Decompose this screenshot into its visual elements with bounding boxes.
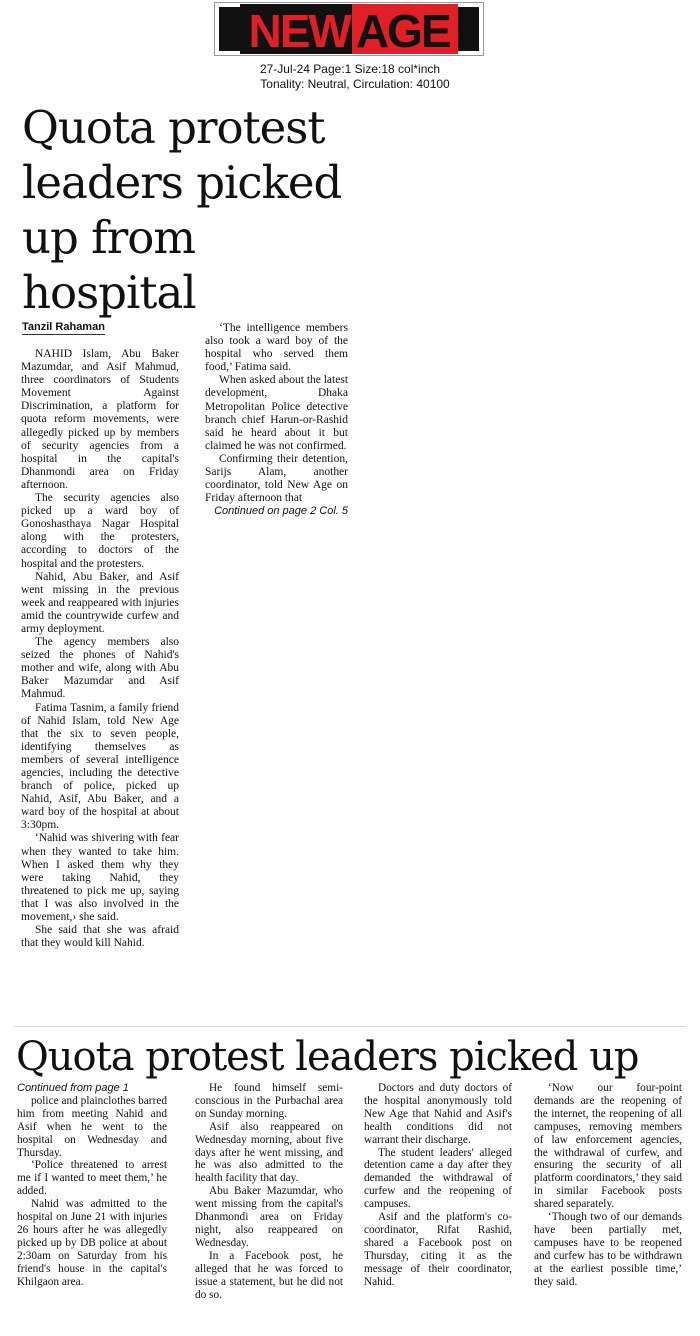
section-divider bbox=[14, 1026, 686, 1027]
headline-line: up from bbox=[22, 211, 196, 264]
paragraph: ‘Nahid was shivering with fear when they wanted to take him. When I asked them why they were taking Nahid, they threatened to pick me up, saying that I was also involved in the movement,› she said. bbox=[21, 832, 179, 924]
paragraph: When asked about the latest development, Dhaka Metropolitan Police detective branch chief Harun-or-Rashid said he heard about it but claimed he was not confirmed. bbox=[205, 374, 349, 452]
headline-line: hospital bbox=[22, 266, 196, 319]
paragraph: Confirming their detention, Sarijs Alam, another coordinator, told New Age on Friday afternoon that bbox=[205, 452, 348, 505]
paragraph: Doctors and duty doctors of the hospital anonymously told New Age that Nahid and Asif's health conditions did not warrant their discharge. bbox=[364, 1082, 512, 1146]
headline-line: Quota protest bbox=[22, 101, 325, 154]
article-column-2 bbox=[205, 322, 348, 518]
paragraph: Abu Baker Mazumdar, who went missing from the capital's Dhanmondi area on Friday night, also reappeared on Wednesday. bbox=[195, 1185, 343, 1249]
logo-age-text: AGE bbox=[352, 4, 458, 54]
jump-column-2 bbox=[195, 1082, 343, 1301]
paragraph: ‘The intelligence members also took a ward boy of the hospital who served them food,’ Fatima said. bbox=[205, 322, 348, 374]
paragraph: police and plainclothes barred him from meeting Nahid and Asif when he went to the hospital on Wednesday and Thursday. bbox=[17, 1094, 167, 1159]
continued-note: Continued on page 2 Col. 5 bbox=[214, 505, 348, 518]
jump-column-4 bbox=[534, 1082, 682, 1289]
paragraph: ‘Police threatened to arrest me if I wanted to meet them,’ he added. bbox=[17, 1159, 167, 1198]
article-headline bbox=[22, 100, 362, 320]
logo-new-text: NEW bbox=[240, 4, 351, 54]
paragraph: Nahid was admitted to the hospital on June 21 with injuries 26 hours after he was allegedly picked up by DB police at about 2:30am on Saturday from his friend's house in the capital's Khilgaon area. bbox=[17, 1198, 167, 1288]
paragraph: ‘Now our four-point demands are the reopening of the internet, the reopening of all campuses, removing members of law enforcement agencies, the withdrawal of curfew, and ensuring the security of all platform coordinators,’ they said in similar Facebook posts shared separately. bbox=[534, 1082, 682, 1211]
paragraph: In a Facebook post, he alleged that he was forced to issue a statement, but he did not do so. bbox=[195, 1249, 343, 1301]
paragraph: Fatima Tasnim, a family friend of Nahid Islam, told New Age that the six to seven people, identifying themselves as members of several intelligence agencies, including the detective branch of police, picked up Nahid, Asif, Abu Baker, and a ward boy of the hospital at about 3:30pm. bbox=[21, 701, 179, 832]
paragraph: Asif also reappeared on Wednesday morning, about five days after he went missing, and he was also admitted to the health facility that day. bbox=[195, 1120, 343, 1185]
paragraph: Nahid, Abu Baker, and Asif went missing in the previous week and reappeared with injuries amid the countrywide curfew and army deployment. bbox=[21, 570, 179, 635]
paragraph: The agency members also seized the phones of Nahid's mother and wife, along with Abu Baker Mazumdar and Asif Mahmud. bbox=[21, 636, 179, 701]
newspaper-logo bbox=[214, 2, 484, 56]
jump-column-3 bbox=[364, 1082, 512, 1289]
continued-from-note: Continued from page 1 bbox=[17, 1082, 129, 1094]
paragraph: He found himself semi-conscious in the Purbachal area on Sunday morning. bbox=[195, 1082, 343, 1120]
paragraph: She said that she was afraid that they would kill Nahid. bbox=[21, 924, 179, 950]
clipping-meta-line2: Tonality: Neutral, Circulation: 40100 bbox=[260, 77, 450, 91]
clipping-meta-line1: 27-Jul-24 Page:1 Size:18 col*inch bbox=[259, 62, 441, 76]
paragraph: NAHID Islam, Abu Baker Mazumdar, and Asif Mahmud, three coordinators of Students Movement Against Discrimination, a platform for quota reform movements, were allegedly picked up by members of security agencies from a hospital in the capital's Dhanmondi area on Friday afternoon. bbox=[21, 348, 179, 491]
paragraph: ‘Though two of our demands have been partially met, campuses have to be reopened and curfew has to be withdrawn at the earliest possible time,’ they said. bbox=[534, 1211, 682, 1288]
jump-headline: Quota protest leaders picked up bbox=[16, 1034, 639, 1080]
logo-wordmark bbox=[240, 4, 457, 57]
paragraph: The student leaders' alleged detention came a day after they demanded the withdrawal of curfew and the reopening of campuses. bbox=[364, 1146, 512, 1211]
jump-column-1 bbox=[17, 1082, 167, 1289]
article-column-1 bbox=[21, 348, 179, 950]
byline: Tanzil Rahaman bbox=[22, 321, 105, 333]
headline-line: leaders picked bbox=[22, 156, 342, 209]
paragraph: The security agencies also picked up a ward boy of Gonoshasthaya Nagar Hospital along with the protesters, according to doctors of the hospital and the protesters. bbox=[21, 492, 179, 570]
paragraph: Asif and the platform's co-coordinator, Rifat Rashid, shared a Facebook post on Thursday, citing it as the message of their coordinator, Nahid. bbox=[364, 1211, 512, 1288]
